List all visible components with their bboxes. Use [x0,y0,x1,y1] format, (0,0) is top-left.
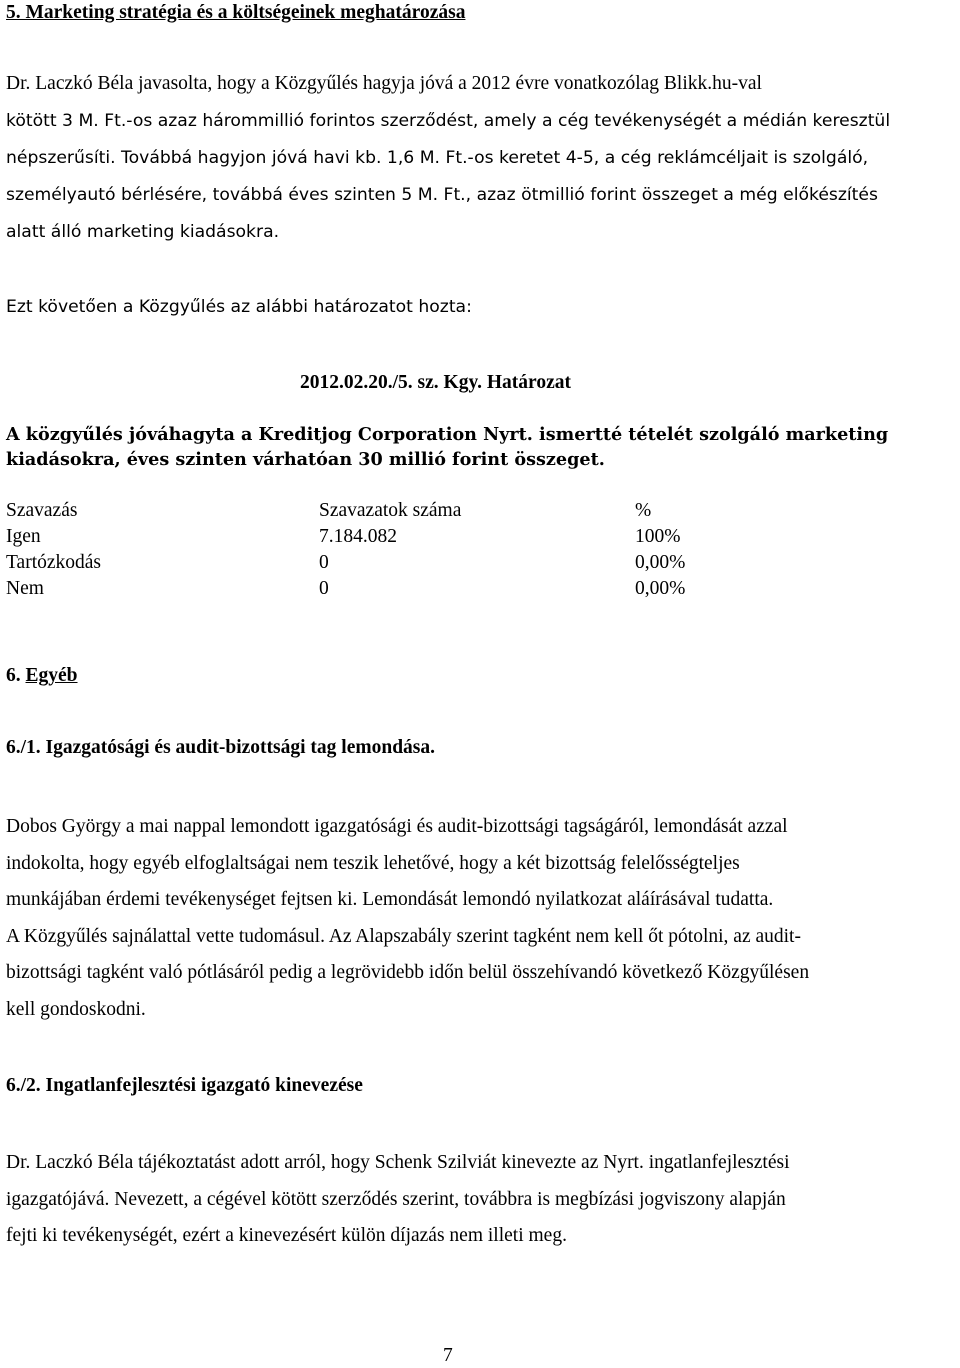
paragraph-line: alatt álló marketing kiadásokra. [6,222,280,242]
subsection-6-2-paragraph [6,1151,956,1261]
vote-table [6,498,835,602]
subsection-6-1-paragraph [6,815,956,1034]
paragraph-line: igazgatójává. Nevezett, a cégével kötött szerződés szerint, továbbra is megbízási jogviszony alapján [6,1188,786,1210]
resolution-text [6,422,956,472]
table-header-cell: Szavazás [6,500,78,521]
section-6-number: 6. [6,665,21,686]
paragraph-line: népszerűsíti. Továbbá hagyjon jóvá havi kb. 1,6 M. Ft.-os keretet 4-5, a cég reklámcéljait is szolgáló, [6,148,869,168]
paragraph-line: munkájában érdemi tevékenységet fejtsen ki. Lemondását lemondó nyilatkozat aláírásával tudatta. [6,889,774,910]
section-6-title: Egyéb [25,665,78,686]
resolution-line: kiadásokra, éves szinten várhatóan 30 millió forint összeget. [6,449,605,470]
subsection-6-1-title: 6./1. Igazgatósági és audit-bizottsági tag lemondása. [6,737,435,758]
table-cell: 100% [635,526,681,547]
paragraph-line: Dobos György a mai nappal lemondott igazgatósági és audit-bizottsági tagságáról, lemondását azzal [6,816,788,837]
paragraph-line: Dr. Laczkó Béla tájékoztatást adott arról, hogy Schenk Szilviát kinevezte az Nyrt. ingatlanfejlesztési [6,1152,790,1173]
table-row [6,524,835,550]
table-cell: 0 [319,552,329,573]
table-cell: Nem [6,578,44,599]
table-cell: 0,00% [635,578,686,599]
subsection-6-2-title: 6./2. Ingatlanfejlesztési igazgató kinevezése [6,1075,363,1096]
table-header-row [6,498,835,524]
section-5-paragraph [6,72,956,257]
resolution-intro: Ezt követően a Közgyűlés az alábbi határozatot hozta: [6,297,472,317]
paragraph-line: kötött 3 M. Ft.-os azaz hárommillió forintos szerződést, amely a cég tevékenységét a médián keresztül [6,111,891,131]
resolution-title: 2012.02.20./5. sz. Kgy. Határozat [300,372,571,393]
table-cell: Igen [6,526,41,547]
resolution-line: A közgyűlés jóváhagyta a Kreditjog Corporation Nyrt. ismertté tételét szolgáló marketing [6,424,889,445]
table-cell: 7.184.082 [319,526,397,547]
section-6-heading [6,665,78,687]
section-5-heading: 5. Marketing stratégia és a költségeinek meghatározása [6,2,466,23]
paragraph-line: indokolta, hogy egyéb elfoglaltságai nem teszik lehetővé, hogy a két bizottság felelősségteljes [6,852,740,874]
table-cell: 0,00% [635,552,686,573]
table-header-cell: % [635,500,652,521]
paragraph-line: bizottsági tagként való pótlásáról pedig a legrövidebb időn belül összehívandó következő Közgyűlésen [6,962,810,983]
table-row [6,550,835,576]
table-cell: Tartózkodás [6,552,102,573]
paragraph-line: A Közgyűlés sajnálattal vette tudomásul. Az Alapszabály szerint tagként nem kell őt pótolni, az audit- [6,925,801,947]
paragraph-line: kell gondoskodni. [6,998,146,1020]
paragraph-line: fejti ki tevékenységét, ezért a kinevezésért külön díjazás nem illeti meg. [6,1225,567,1246]
table-row [6,576,835,602]
table-cell: 0 [319,578,329,599]
paragraph-line: személyautó bérlésére, továbbá éves szinten 5 M. Ft., azaz ötmillió forint összeget a még előkészítés [6,185,878,205]
table-header-cell: Szavazatok száma [319,500,462,521]
paragraph-line: Dr. Laczkó Béla javasolta, hogy a Közgyűlés hagyja jóvá a 2012 évre vonatkozólag Blikk.hu-val [6,73,762,94]
page-number: 7 [443,1345,453,1366]
